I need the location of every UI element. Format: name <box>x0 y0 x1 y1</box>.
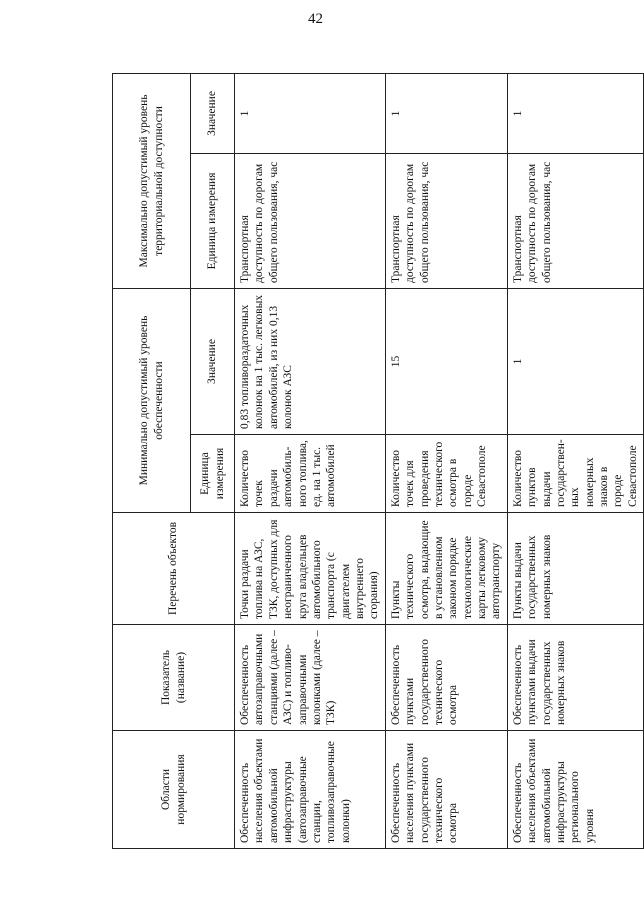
cell-objects: Точки раздачи топлива на АЗС, ТЗК, доступных для неограниченного круга владельцев автомобильного транспорта (с двигателем внутреннего сгорания) <box>235 513 386 625</box>
cell-min-unit: Количество точек раздачи автомобиль-ного топлива, ед. на 1 тыс. автомобилей <box>235 435 386 513</box>
cell-objects: Пункты выдачи государственных номерных знаков <box>507 513 643 625</box>
cell-area: Обеспеченность населения пунктами государственного технического осмотра <box>385 731 507 849</box>
cell-max-value: 1 <box>507 73 643 153</box>
header-objects: Перечень объектов <box>113 513 235 625</box>
rotated-table-container <box>112 74 639 849</box>
header-max-value: Значение <box>191 73 235 153</box>
header-area: Области нормирования <box>113 731 235 849</box>
cell-max-unit: Транспортная доступность по дорогам общего пользования, час <box>507 153 643 288</box>
table-row <box>385 73 507 848</box>
cell-indicator: Обеспеченность пунктами выдачи государственных номерных знаков <box>507 625 643 731</box>
cell-indicator: Обеспеченность пунктами государственного технического осмотра <box>385 625 507 731</box>
cell-min-value: 15 <box>385 288 507 434</box>
cell-objects: Пункты технического осмотра, выдающие в установленном законом порядке технологические карты легковому автотранспорту <box>385 513 507 625</box>
cell-min-value: 1 <box>507 288 643 434</box>
cell-indicator: Обеспеченность автозаправочными станциями (далее – АЗС) и топливо-заправочными колонками (далее – ТЗК) <box>235 625 386 731</box>
cell-area: Обеспеченность населения объектами автомобильной инфраструктуры (автозаправочные станции, топливозаправочные колонки) <box>235 731 386 849</box>
cell-min-unit: Количество пунктов выдачи государствен-ных номерных знаков в городе Севастополе <box>507 435 643 513</box>
header-max-unit: Единица измерения <box>191 153 235 288</box>
header-min-value: Значение <box>191 288 235 434</box>
page-number: 42 <box>308 11 323 27</box>
header-max-group: Максимально допустимый уровень территориальной доступности <box>113 73 191 288</box>
norms-table <box>112 73 644 849</box>
cell-min-value: 0,83 топливораздаточных колонок на 1 тыс. легковых автомобилей, из них 0,13 колонок АЗС <box>235 288 386 434</box>
cell-max-unit: Транспортная доступность по дорогам общего пользования, час <box>385 153 507 288</box>
cell-max-value: 1 <box>235 73 386 153</box>
table-row <box>507 73 643 848</box>
cell-max-unit: Транспортная доступность по дорогам общего пользования, час <box>235 153 386 288</box>
cell-max-value: 1 <box>385 73 507 153</box>
header-indicator: Показатель (название) <box>113 625 235 731</box>
cell-area: Обеспеченность населения объектами автомобильной инфраструктуры регионального уровня <box>507 731 643 849</box>
cell-min-unit: Количество точек для проведения технического осмотра в городе Севастополе <box>385 435 507 513</box>
table-row <box>235 73 386 848</box>
header-min-unit: Единица измерения <box>191 435 235 513</box>
header-min-group: Минимально допустимый уровень обеспеченности <box>113 288 191 512</box>
